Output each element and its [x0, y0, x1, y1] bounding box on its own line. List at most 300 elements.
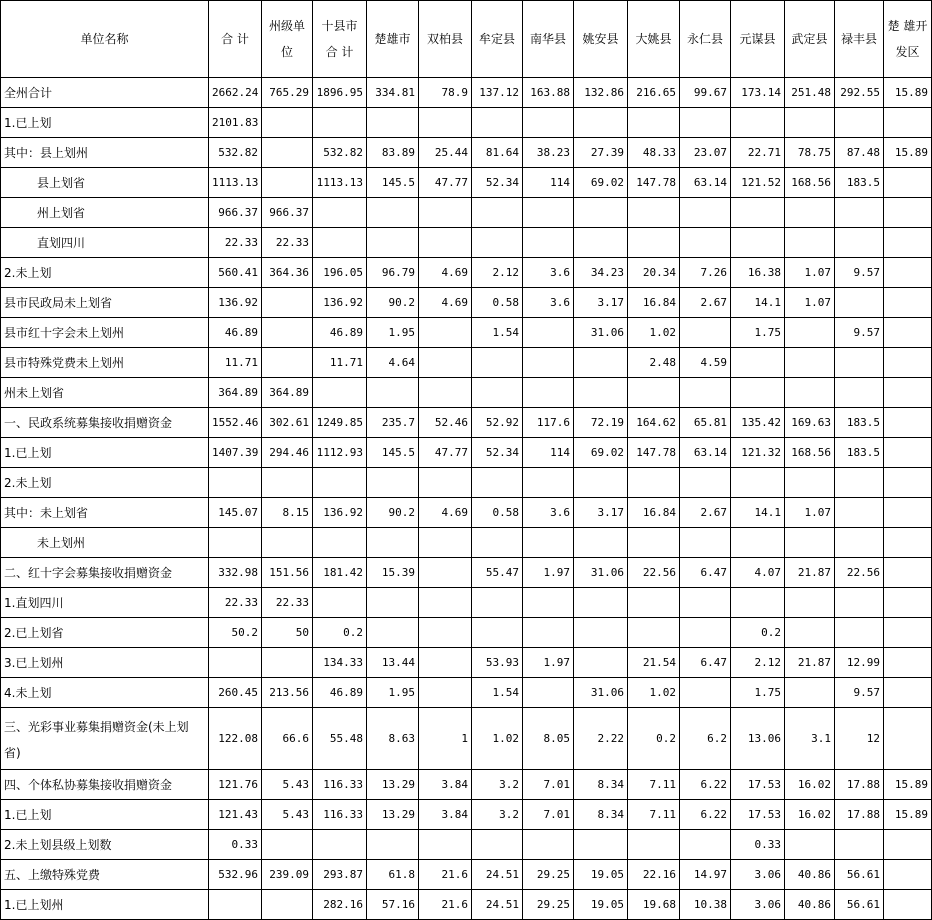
- cell-mouding: 2.12: [472, 258, 523, 288]
- cell-yaoan: 19.05: [574, 890, 628, 920]
- table-row: [1, 198, 932, 228]
- table-row: [1, 648, 932, 678]
- cell-dayao: 20.34: [628, 258, 680, 288]
- cell-chuxiong: [367, 830, 419, 860]
- cell-mouding: [472, 198, 523, 228]
- cell-nanhua: 3.6: [523, 288, 574, 318]
- cell-mouding: 137.12: [472, 78, 523, 108]
- cell-lufeng: 12: [835, 708, 884, 770]
- cell-chuxiong: 1.95: [367, 678, 419, 708]
- cell-chuxiong: [367, 528, 419, 558]
- cell-total: 0.33: [209, 830, 262, 860]
- cell-shuangbai: 3.84: [419, 770, 472, 800]
- cell-wuding: 168.56: [785, 438, 835, 468]
- cell-yongren: 6.47: [680, 558, 731, 588]
- cell-shuangbai: 3.84: [419, 800, 472, 830]
- cell-total: [209, 528, 262, 558]
- cell-prefecture: 239.09: [262, 860, 313, 890]
- cell-nanhua: [523, 228, 574, 258]
- row-label: 五、上缴特殊党费: [1, 860, 209, 890]
- table-row: [1, 438, 932, 468]
- cell-yongren: 10.38: [680, 890, 731, 920]
- cell-shuangbai: [419, 558, 472, 588]
- cell-devzone: [884, 288, 932, 318]
- cell-nanhua: 163.88: [523, 78, 574, 108]
- col-header-devzone: 楚 雄开发区: [884, 1, 932, 78]
- cell-total: [209, 890, 262, 920]
- row-label: 其中：未上划省: [1, 498, 209, 528]
- cell-devzone: [884, 528, 932, 558]
- cell-yuanmou: 14.1: [731, 288, 785, 318]
- cell-wuding: 21.87: [785, 648, 835, 678]
- col-header-lufeng: 禄丰县: [835, 1, 884, 78]
- cell-shuangbai: 1: [419, 708, 472, 770]
- cell-wuding: [785, 618, 835, 648]
- table-row: [1, 860, 932, 890]
- cell-yuanmou: 1.75: [731, 678, 785, 708]
- cell-total: [209, 648, 262, 678]
- cell-nanhua: 7.01: [523, 770, 574, 800]
- cell-dayao: [628, 108, 680, 138]
- cell-wuding: 40.86: [785, 890, 835, 920]
- cell-total: 121.43: [209, 800, 262, 830]
- cell-wuding: 78.75: [785, 138, 835, 168]
- cell-chuxiong: 61.8: [367, 860, 419, 890]
- cell-devzone: [884, 468, 932, 498]
- row-label: 1.已上划: [1, 800, 209, 830]
- cell-yaoan: 3.17: [574, 288, 628, 318]
- cell-yongren: 2.67: [680, 498, 731, 528]
- cell-yuanmou: [731, 348, 785, 378]
- cell-dayao: 22.56: [628, 558, 680, 588]
- cell-nanhua: [523, 830, 574, 860]
- cell-lufeng: 22.56: [835, 558, 884, 588]
- cell-dayao: [628, 228, 680, 258]
- table-row: [1, 138, 932, 168]
- cell-shuangbai: 78.9: [419, 78, 472, 108]
- cell-wuding: 1.07: [785, 258, 835, 288]
- cell-shuangbai: 47.77: [419, 168, 472, 198]
- cell-wuding: [785, 588, 835, 618]
- row-label: 1.直划四川: [1, 588, 209, 618]
- cell-nanhua: 29.25: [523, 890, 574, 920]
- cell-wuding: 1.07: [785, 498, 835, 528]
- cell-devzone: 15.89: [884, 800, 932, 830]
- cell-shuangbai: [419, 648, 472, 678]
- cell-yuanmou: [731, 378, 785, 408]
- cell-yaoan: 72.19: [574, 408, 628, 438]
- cell-prefecture: [262, 648, 313, 678]
- cell-mouding: 3.2: [472, 800, 523, 830]
- cell-shuangbai: [419, 468, 472, 498]
- cell-yaoan: 27.39: [574, 138, 628, 168]
- cell-dayao: 0.2: [628, 708, 680, 770]
- cell-devzone: [884, 618, 932, 648]
- cell-lufeng: 183.5: [835, 408, 884, 438]
- cell-yongren: 7.26: [680, 258, 731, 288]
- cell-yongren: [680, 678, 731, 708]
- cell-devzone: [884, 498, 932, 528]
- cell-mouding: [472, 618, 523, 648]
- cell-chuxiong: [367, 228, 419, 258]
- cell-nanhua: [523, 378, 574, 408]
- cell-counties_total: [313, 108, 367, 138]
- cell-yongren: [680, 378, 731, 408]
- cell-yuanmou: 3.06: [731, 890, 785, 920]
- cell-yuanmou: 1.75: [731, 318, 785, 348]
- cell-counties_total: 136.92: [313, 498, 367, 528]
- cell-counties_total: 282.16: [313, 890, 367, 920]
- cell-counties_total: 116.33: [313, 800, 367, 830]
- row-label: 州未上划省: [1, 378, 209, 408]
- cell-chuxiong: 13.44: [367, 648, 419, 678]
- col-header-name: 单位名称: [1, 1, 209, 78]
- table-row: [1, 228, 932, 258]
- cell-prefecture: 8.15: [262, 498, 313, 528]
- cell-yongren: 63.14: [680, 438, 731, 468]
- cell-mouding: 1.54: [472, 318, 523, 348]
- cell-lufeng: [835, 288, 884, 318]
- cell-prefecture: [262, 318, 313, 348]
- cell-devzone: [884, 648, 932, 678]
- cell-counties_total: 11.71: [313, 348, 367, 378]
- cell-nanhua: 3.6: [523, 258, 574, 288]
- cell-counties_total: [313, 468, 367, 498]
- cell-yuanmou: [731, 228, 785, 258]
- cell-yaoan: 31.06: [574, 558, 628, 588]
- cell-chuxiong: 235.7: [367, 408, 419, 438]
- cell-prefecture: 5.43: [262, 800, 313, 830]
- cell-lufeng: [835, 528, 884, 558]
- row-label: 三、光彩事业募集捐赠资金(未上划省): [1, 708, 209, 770]
- cell-prefecture: [262, 830, 313, 860]
- row-label: 2.未上划: [1, 468, 209, 498]
- cell-counties_total: [313, 528, 367, 558]
- cell-dayao: [628, 198, 680, 228]
- cell-prefecture: 294.46: [262, 438, 313, 468]
- cell-wuding: 251.48: [785, 78, 835, 108]
- cell-prefecture: [262, 108, 313, 138]
- cell-lufeng: [835, 108, 884, 138]
- cell-devzone: [884, 108, 932, 138]
- cell-yongren: 63.14: [680, 168, 731, 198]
- cell-lufeng: 183.5: [835, 438, 884, 468]
- cell-nanhua: [523, 528, 574, 558]
- table-row: [1, 408, 932, 438]
- cell-yongren: [680, 528, 731, 558]
- col-header-wuding: 武定县: [785, 1, 835, 78]
- cell-yuanmou: 135.42: [731, 408, 785, 438]
- cell-nanhua: 114: [523, 438, 574, 468]
- cell-yongren: [680, 228, 731, 258]
- cell-shuangbai: [419, 228, 472, 258]
- cell-yaoan: [574, 468, 628, 498]
- cell-nanhua: [523, 588, 574, 618]
- cell-prefecture: [262, 348, 313, 378]
- cell-total: 2662.24: [209, 78, 262, 108]
- cell-dayao: 19.68: [628, 890, 680, 920]
- cell-yuanmou: 121.32: [731, 438, 785, 468]
- cell-yaoan: [574, 618, 628, 648]
- cell-dayao: 147.78: [628, 168, 680, 198]
- cell-shuangbai: 4.69: [419, 498, 472, 528]
- cell-shuangbai: [419, 618, 472, 648]
- cell-yongren: [680, 468, 731, 498]
- cell-shuangbai: [419, 830, 472, 860]
- cell-counties_total: 46.89: [313, 678, 367, 708]
- cell-chuxiong: 96.79: [367, 258, 419, 288]
- cell-devzone: [884, 558, 932, 588]
- cell-yongren: 99.67: [680, 78, 731, 108]
- cell-yaoan: 69.02: [574, 168, 628, 198]
- table-row: [1, 168, 932, 198]
- table-row: [1, 830, 932, 860]
- cell-counties_total: 181.42: [313, 558, 367, 588]
- cell-devzone: [884, 860, 932, 890]
- row-label: 2.未上划: [1, 258, 209, 288]
- col-header-yongren: 永仁县: [680, 1, 731, 78]
- table-row: [1, 678, 932, 708]
- cell-yuanmou: 13.06: [731, 708, 785, 770]
- cell-yuanmou: 121.52: [731, 168, 785, 198]
- row-label: 3.已上划州: [1, 648, 209, 678]
- cell-prefecture: 966.37: [262, 198, 313, 228]
- cell-mouding: 53.93: [472, 648, 523, 678]
- cell-yuanmou: 17.53: [731, 770, 785, 800]
- cell-yuanmou: [731, 528, 785, 558]
- cell-mouding: 81.64: [472, 138, 523, 168]
- cell-chuxiong: 334.81: [367, 78, 419, 108]
- cell-counties_total: [313, 228, 367, 258]
- cell-prefecture: 151.56: [262, 558, 313, 588]
- cell-counties_total: [313, 588, 367, 618]
- cell-nanhua: 1.97: [523, 648, 574, 678]
- cell-wuding: 1.07: [785, 288, 835, 318]
- cell-chuxiong: [367, 378, 419, 408]
- cell-mouding: 24.51: [472, 890, 523, 920]
- cell-yaoan: [574, 108, 628, 138]
- row-label: 1.已上划州: [1, 890, 209, 920]
- cell-counties_total: 134.33: [313, 648, 367, 678]
- cell-total: 560.41: [209, 258, 262, 288]
- col-header-dayao: 大姚县: [628, 1, 680, 78]
- cell-devzone: 15.89: [884, 770, 932, 800]
- cell-yongren: [680, 198, 731, 228]
- row-label: 2.已上划省: [1, 618, 209, 648]
- cell-nanhua: 8.05: [523, 708, 574, 770]
- cell-wuding: 21.87: [785, 558, 835, 588]
- table-row: [1, 468, 932, 498]
- cell-chuxiong: 13.29: [367, 770, 419, 800]
- cell-lufeng: [835, 588, 884, 618]
- row-label: 四、个体私协募集接收捐赠资金: [1, 770, 209, 800]
- cell-wuding: 40.86: [785, 860, 835, 890]
- cell-counties_total: 136.92: [313, 288, 367, 318]
- cell-yuanmou: 16.38: [731, 258, 785, 288]
- cell-yaoan: [574, 648, 628, 678]
- cell-lufeng: 9.57: [835, 258, 884, 288]
- cell-yongren: [680, 618, 731, 648]
- cell-shuangbai: 25.44: [419, 138, 472, 168]
- cell-mouding: [472, 228, 523, 258]
- cell-wuding: [785, 830, 835, 860]
- cell-yongren: [680, 108, 731, 138]
- cell-nanhua: [523, 318, 574, 348]
- cell-total: 1407.39: [209, 438, 262, 468]
- row-label: 1.已上划: [1, 438, 209, 468]
- cell-total: 22.33: [209, 588, 262, 618]
- cell-total: 1113.13: [209, 168, 262, 198]
- cell-nanhua: [523, 678, 574, 708]
- cell-dayao: [628, 618, 680, 648]
- cell-yaoan: 31.06: [574, 318, 628, 348]
- table-row: [1, 528, 932, 558]
- cell-wuding: [785, 228, 835, 258]
- header-row: [1, 1, 932, 78]
- col-header-total: 合 计: [209, 1, 262, 78]
- cell-dayao: 48.33: [628, 138, 680, 168]
- cell-yuanmou: 2.12: [731, 648, 785, 678]
- cell-devzone: [884, 168, 932, 198]
- cell-shuangbai: 47.77: [419, 438, 472, 468]
- cell-dayao: 147.78: [628, 438, 680, 468]
- cell-yaoan: 69.02: [574, 438, 628, 468]
- cell-mouding: 24.51: [472, 860, 523, 890]
- table-row: [1, 78, 932, 108]
- cell-mouding: 52.92: [472, 408, 523, 438]
- table-row: [1, 378, 932, 408]
- cell-chuxiong: [367, 108, 419, 138]
- cell-yaoan: [574, 588, 628, 618]
- cell-nanhua: [523, 108, 574, 138]
- row-label: 未上划州: [1, 528, 209, 558]
- cell-total: 2101.83: [209, 108, 262, 138]
- cell-yuanmou: 14.1: [731, 498, 785, 528]
- cell-shuangbai: [419, 318, 472, 348]
- cell-wuding: 3.1: [785, 708, 835, 770]
- cell-mouding: 52.34: [472, 438, 523, 468]
- cell-wuding: 168.56: [785, 168, 835, 198]
- cell-lufeng: [835, 228, 884, 258]
- cell-devzone: [884, 318, 932, 348]
- cell-yuanmou: 22.71: [731, 138, 785, 168]
- row-label: 2.未上划县级上划数: [1, 830, 209, 860]
- cell-nanhua: 1.97: [523, 558, 574, 588]
- cell-dayao: 7.11: [628, 770, 680, 800]
- table-row: [1, 558, 932, 588]
- cell-prefecture: [262, 168, 313, 198]
- cell-shuangbai: 52.46: [419, 408, 472, 438]
- cell-yuanmou: [731, 468, 785, 498]
- cell-counties_total: 196.05: [313, 258, 367, 288]
- cell-yongren: [680, 588, 731, 618]
- cell-shuangbai: [419, 678, 472, 708]
- cell-yongren: 14.97: [680, 860, 731, 890]
- cell-yaoan: 34.23: [574, 258, 628, 288]
- cell-chuxiong: 4.64: [367, 348, 419, 378]
- cell-total: 122.08: [209, 708, 262, 770]
- cell-prefecture: 364.36: [262, 258, 313, 288]
- cell-dayao: [628, 468, 680, 498]
- cell-counties_total: 55.48: [313, 708, 367, 770]
- table-row: [1, 890, 932, 920]
- cell-wuding: 16.02: [785, 770, 835, 800]
- cell-wuding: [785, 678, 835, 708]
- cell-nanhua: [523, 348, 574, 378]
- cell-devzone: [884, 678, 932, 708]
- cell-devzone: [884, 378, 932, 408]
- cell-devzone: [884, 830, 932, 860]
- cell-yaoan: [574, 830, 628, 860]
- cell-lufeng: 183.5: [835, 168, 884, 198]
- cell-prefecture: 765.29: [262, 78, 313, 108]
- cell-counties_total: [313, 830, 367, 860]
- cell-yongren: 23.07: [680, 138, 731, 168]
- cell-dayao: [628, 588, 680, 618]
- cell-total: 966.37: [209, 198, 262, 228]
- cell-mouding: 55.47: [472, 558, 523, 588]
- table-row: [1, 588, 932, 618]
- cell-yaoan: 31.06: [574, 678, 628, 708]
- cell-wuding: [785, 468, 835, 498]
- cell-prefecture: 50: [262, 618, 313, 648]
- cell-nanhua: 29.25: [523, 860, 574, 890]
- cell-mouding: 52.34: [472, 168, 523, 198]
- cell-yaoan: [574, 228, 628, 258]
- cell-total: 332.98: [209, 558, 262, 588]
- col-header-nanhua: 南华县: [523, 1, 574, 78]
- col-header-prefecture: 州级单位: [262, 1, 313, 78]
- cell-yaoan: 8.34: [574, 770, 628, 800]
- table-body: [1, 78, 932, 920]
- row-label: 县市特殊党费未上划州: [1, 348, 209, 378]
- cell-lufeng: [835, 378, 884, 408]
- cell-lufeng: [835, 468, 884, 498]
- cell-chuxiong: 57.16: [367, 890, 419, 920]
- cell-chuxiong: [367, 198, 419, 228]
- cell-counties_total: 46.89: [313, 318, 367, 348]
- cell-yuanmou: 0.33: [731, 830, 785, 860]
- cell-yongren: 6.2: [680, 708, 731, 770]
- cell-mouding: 3.2: [472, 770, 523, 800]
- cell-dayao: 16.84: [628, 288, 680, 318]
- cell-chuxiong: 83.89: [367, 138, 419, 168]
- cell-wuding: [785, 378, 835, 408]
- cell-yaoan: [574, 198, 628, 228]
- table-row: [1, 258, 932, 288]
- row-label: 全州合计: [1, 78, 209, 108]
- cell-prefecture: 66.6: [262, 708, 313, 770]
- cell-chuxiong: 90.2: [367, 288, 419, 318]
- cell-devzone: [884, 438, 932, 468]
- table-row: [1, 618, 932, 648]
- cell-chuxiong: [367, 588, 419, 618]
- cell-total: 1552.46: [209, 408, 262, 438]
- cell-devzone: [884, 708, 932, 770]
- cell-shuangbai: 21.6: [419, 860, 472, 890]
- cell-counties_total: 1112.93: [313, 438, 367, 468]
- cell-chuxiong: 1.95: [367, 318, 419, 348]
- cell-shuangbai: 21.6: [419, 890, 472, 920]
- cell-yuanmou: [731, 198, 785, 228]
- cell-chuxiong: 90.2: [367, 498, 419, 528]
- cell-devzone: [884, 258, 932, 288]
- cell-lufeng: 9.57: [835, 678, 884, 708]
- cell-total: 145.07: [209, 498, 262, 528]
- cell-shuangbai: [419, 378, 472, 408]
- cell-mouding: [472, 830, 523, 860]
- cell-shuangbai: 4.69: [419, 288, 472, 318]
